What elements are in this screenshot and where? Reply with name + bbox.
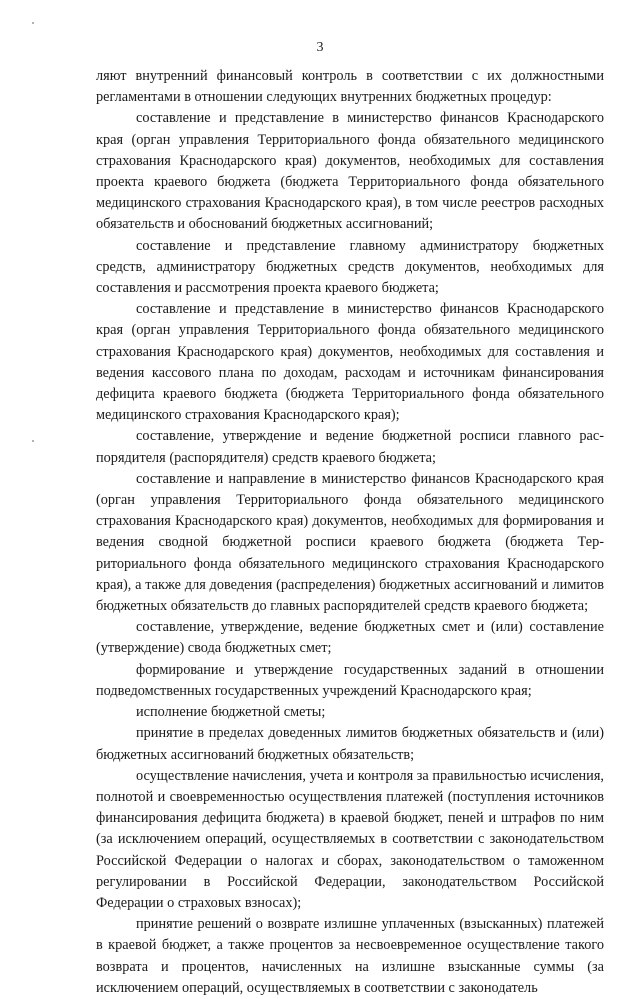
paragraph: ляют внутренний финансовый контроль в соответствии с их должностными регламентами в отношении следующих внутренних бюджетных процедур: [96, 68, 604, 106]
paragraph: составление и направление в министерство финансов Краснодарского края (орган управления Территориального фонда обязательного медицинского страхования Краснодарского края) документов, необходимых для формирования и ведения сводной бюджетной росписи краевого бюджета (бюджета Территориального фонда обязательного медицинского страхования Краснодарского края), а также для доведения (распределения) бюджетных ассигнований и лимитов бюджетных обязательств до главных распорядителей средств краевого бюджета; [96, 470, 604, 615]
paragraph: составление и представление главному администратору бюджетных средств, администратору бюджетных средств документов, необходимых для составления и рассмотрения проекта краевого бюджета; [96, 237, 604, 297]
paragraph: формирование и утверждение государственных заданий в отношении подведомственных государственных учреждений Краснодарского края; [96, 661, 604, 699]
paragraph: составление и представление в министерство финансов Краснодарского края (орган управления Территориального фонда обязательного медицинского страхования Краснодарского края) документов, необходимых для составления и ведения кассового плана по доходам, расходам и источникам финансирования дефицита краевого бюджета (бюджета Территориального фонда обязательного медицинского страхования Краснодарского края); [96, 301, 604, 424]
paragraph: исполнение бюджетной сметы; [136, 704, 326, 721]
body-text [96, 66, 604, 999]
scan-artifact [32, 440, 34, 442]
scan-artifact [32, 22, 34, 24]
paragraph: принятие в пределах доведенных лимитов бюджетных обязательств и (или) бюджетных ассигнований бюджетных обязательств; [96, 725, 604, 763]
paragraph: составление и представление в министерство финансов Краснодарского края (орган управления Территориального фонда обязательного медицинского страхования Краснодарского края) документов, необходимых для составления проекта краевого бюджета (бюджета Территориального фонда обязательного медицинского страхования Краснодарского края), в том числе реестров расходных обязательств и обоснований бюджетных ассигнований; [96, 110, 604, 233]
page-number: 3 [316, 40, 324, 55]
paragraph: составление, утверждение, ведение бюджетных смет и (или) составление (утверждение) свода бюджетных смет; [96, 619, 604, 657]
paragraph: осуществление начисления, учета и контроля за правильностью исчисления, полнотой и своевременностью осуществления платежей (поступления источников финансирования дефицита бюджета) в краевой бюджет, пеней и штрафов по ним (за исключением операций, осуществляемых в соответствии с законодательством Российской Федерации о налогах и сборах, законодательством о таможенном регулировании в Российской Федерации, законодательством Российской Федерации о страховых взносах); [96, 767, 604, 911]
paragraph: составление, утверждение и ведение бюджетной росписи главного распорядителя (распорядителя) средств краевого бюджета; [96, 428, 604, 466]
paragraph: принятие решений о возврате излишне уплаченных (взысканных) платежей в краевой бюджет, а также процентов за несвоевременное осуществление такого возврата и процентов, начисленных на излишне взысканные суммы (за исключением операций, осуществляемых в соответствии с законодатель [96, 916, 604, 996]
